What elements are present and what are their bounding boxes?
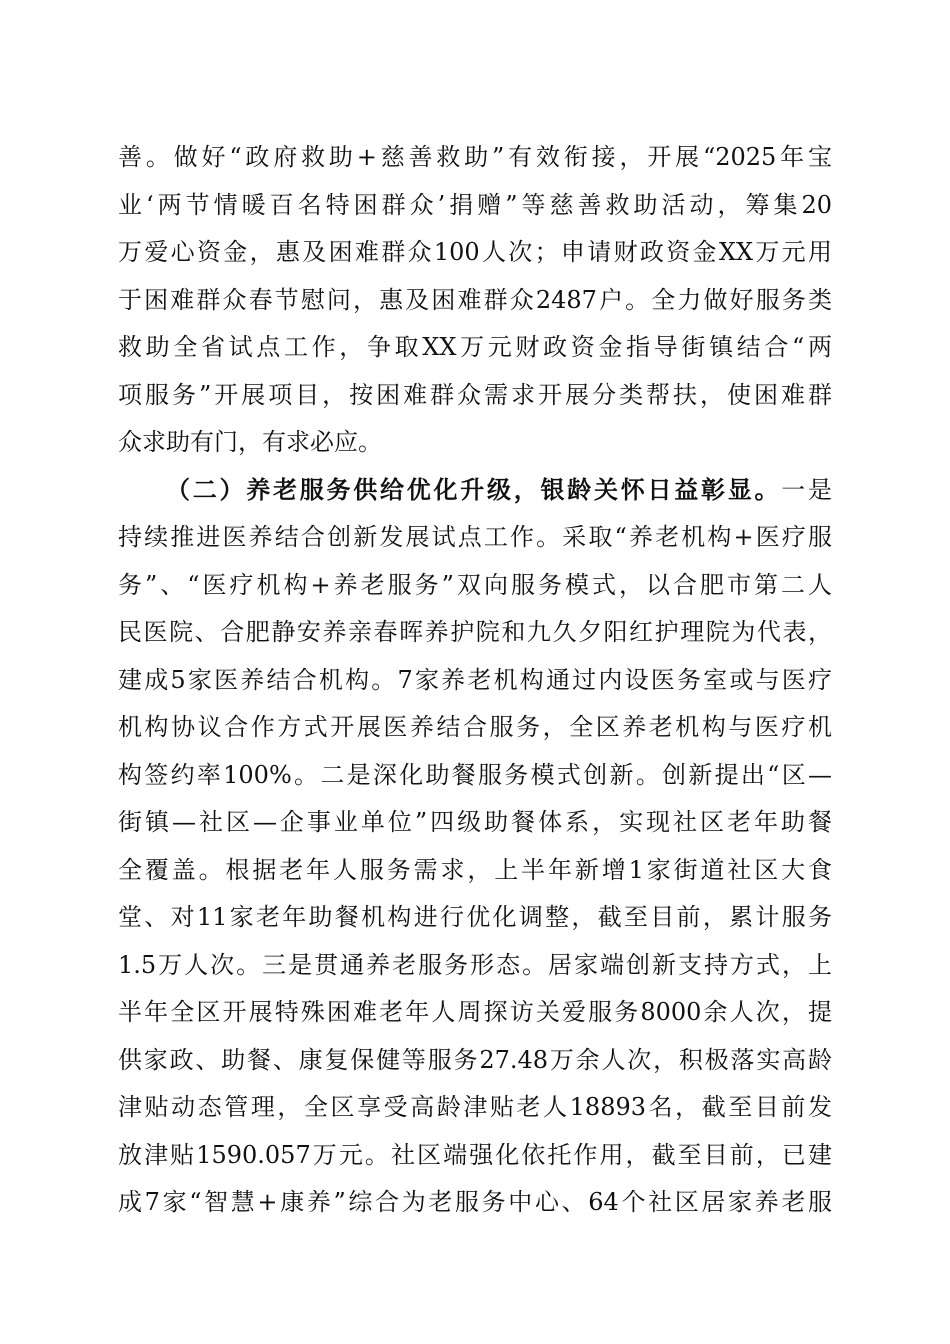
- text-line: 堂、对11家老年助餐机构进行优化调整，截至目前，累计服务: [118, 903, 832, 931]
- text-line: 于困难群众春节慰问，惠及困难群众2487户。全力做好服务类: [118, 285, 832, 314]
- text-line: 1.5万人次。三是贯通养老服务形态。居家端创新支持方式，上: [118, 950, 832, 979]
- text-line: 放津贴1590.057万元。社区端强化依托作用，截至目前，已建: [118, 1140, 832, 1169]
- paragraph-elderly-care: [118, 471, 832, 1231]
- text-line: 构签约率100%。二是深化助餐服务模式创新。创新提出“区—: [118, 760, 832, 789]
- text-line: 众求助有门，有求必应。: [118, 428, 382, 456]
- text-line: 机构协议合作方式开展医养结合服务，全区养老机构与医疗机: [118, 713, 832, 741]
- paragraph-social-assistance: [118, 138, 832, 471]
- text-line: 街镇—社区—企事业单位”四级助餐体系，实现社区老年助餐: [118, 808, 832, 836]
- text-line: 务”、“医疗机构+养老服务”双向服务模式，以合肥市第二人: [118, 570, 832, 599]
- text-line: 民医院、合肥静安养亲春晖养护院和九久夕阳红护理院为代表，: [118, 618, 832, 646]
- text-line: 建成5家医养结合机构。7家养老机构通过内设医务室或与医疗: [118, 665, 832, 694]
- text-line: 救助全省试点工作，争取XX万元财政资金指导街镇结合“两: [118, 333, 832, 361]
- text-line: 供家政、助餐、康复保健等服务27.48万余人次，积极落实高龄: [118, 1045, 832, 1074]
- document-body: [118, 138, 832, 1231]
- text-line: 成7家“智慧+康养”综合为老服务中心、64个社区居家养老服: [118, 1188, 832, 1216]
- text-line: 津贴动态管理，全区享受高龄津贴老人18893名，截至目前发: [118, 1093, 832, 1121]
- text-line: 业‘两节情暖百名特困群众’捐赠”等慈善救助活动，筹集20: [118, 190, 832, 219]
- text-line: 项服务”开展项目，按困难群众需求开展分类帮扶，使困难群: [118, 380, 832, 409]
- text-line: 善。做好“政府救助+慈善救助”有效衔接，开展“2025年宝: [118, 143, 832, 171]
- text-line: 半年全区开展特殊困难老年人周探访关爱服务8000余人次，提: [118, 998, 832, 1026]
- section-heading: （二）养老服务供给优化升级，银龄关怀日益彰显。: [166, 474, 782, 504]
- text-line: 万爱心资金，惠及困难群众100人次；申请财政资金XX万元用: [118, 238, 832, 266]
- text-line: 全覆盖。根据老年人服务需求，上半年新增1家街道社区大食: [118, 855, 832, 884]
- text-line: 持续推进医养结合创新发展试点工作。采取“养老机构+医疗服: [118, 523, 832, 551]
- heading-line-continuation: 一是: [781, 475, 832, 504]
- section-heading-line: [118, 471, 832, 519]
